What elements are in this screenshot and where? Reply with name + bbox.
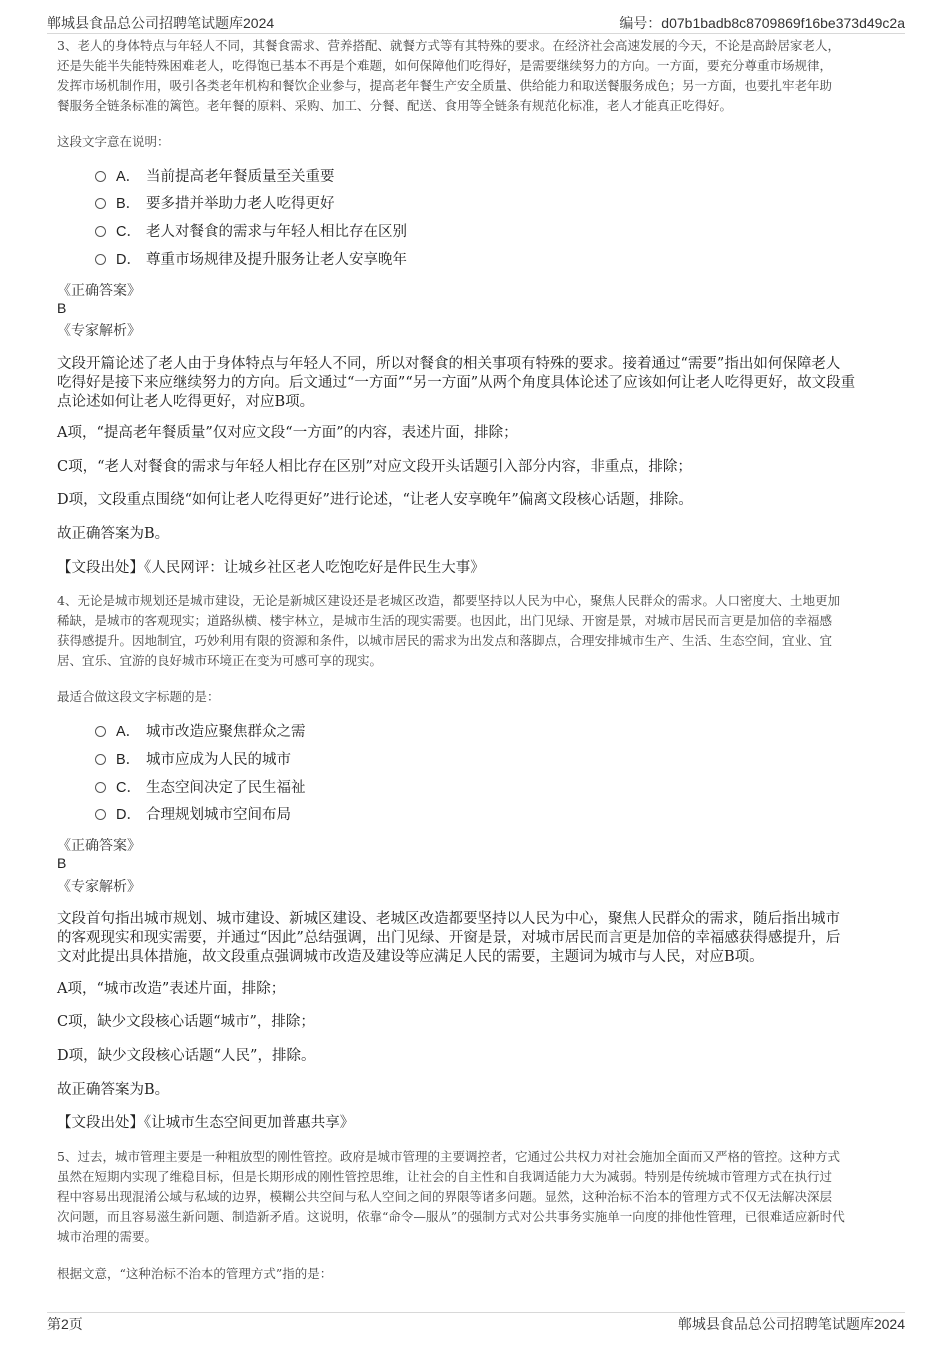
q3-note-c: C项，“老人对餐食的需求与年轻人相比存在区别”对应文段开头话题引入部分内容，非重点，排除； xyxy=(57,459,692,475)
q4-note-a: A项，“城市改造”表述片面，排除； xyxy=(57,981,286,997)
q5-question: 根据文意，“这种治标不治本的管理方式”指的是： xyxy=(57,1266,333,1281)
q4-passage xyxy=(57,591,897,671)
page-footer xyxy=(47,1314,905,1334)
q4-source: 【文段出处】《让城市生态空间更加普惠共享》 xyxy=(57,1115,355,1131)
q4-passage-line: 稀缺，是城市的客观现实；道路纵横、楼宇林立，是城市生活的现实需要。也因此，出门见绿、开窗是景，对城市居民而言更是加倍的幸福感 xyxy=(57,613,833,628)
page-number: 第2页 xyxy=(47,1316,83,1332)
q3-answer: B xyxy=(57,300,67,316)
q4-option-d[interactable]: D． 合理规划城市空间布局 xyxy=(95,804,291,826)
q4-analysis-line: 的客观现实和现实需要，并通过“因此”总结强调，出门见绿、开窗是景，对城市居民而言更是加倍的幸福感获得感提升，后 xyxy=(57,930,841,946)
q4-option-a[interactable]: A． 城市改造应聚焦群众之需 xyxy=(95,721,306,743)
q4-option-c[interactable]: C． 生态空间决定了民生福祉 xyxy=(95,777,306,799)
q3-passage-line: 3、老人的身体特点与年轻人不同，其餐食需求、营养搭配、就餐方式等有其特殊的要求。在经济社会高速发展的今天，不论是高龄居家老人， xyxy=(57,38,840,53)
q4-option-b[interactable]: B． 城市应成为人民的城市 xyxy=(95,749,291,771)
q4-passage-line: 获得感提升。因地制宜，巧妙利用有限的资源和条件，以城市居民的需求为出发点和落脚点，合理安排城市生产、生活、生态空间，宜业、宜 xyxy=(57,633,833,648)
radio-icon[interactable] xyxy=(95,754,106,765)
q3-analysis-line: 点论述如何让老人吃得更好，对应B项。 xyxy=(57,394,315,410)
q4-question: 最适合做这段文字标题的是： xyxy=(57,689,220,704)
radio-icon[interactable] xyxy=(95,726,106,737)
q4-conclusion: 故正确答案为B。 xyxy=(57,1082,170,1098)
q5-passage-line: 虽然在短期内实现了维稳目标，但是长期形成的刚性管控思维，让社会的自主性和自我调适能力大为减弱。特别是传统城市管理方式在执行过 xyxy=(57,1169,833,1184)
footer-divider xyxy=(47,1312,905,1313)
q5-passage-line: 城市治理的需要。 xyxy=(57,1229,158,1244)
q4-passage-line: 居、宜乐、宜游的良好城市环境正在变为可感可享的现实。 xyxy=(57,653,383,668)
q3-option-b[interactable]: B． 要多措并举助力老人吃得更好 xyxy=(95,193,335,215)
q3-option-d[interactable]: D． 尊重市场规律及提升服务让老人安享晚年 xyxy=(95,249,407,271)
q3-analysis xyxy=(57,355,887,412)
q4-analysis-line: 文对此提出具体措施，故文段重点强调城市改造及建设等应满足人民的需要，主题词为城市与人民，对应B项。 xyxy=(57,949,764,965)
q4-analysis xyxy=(57,910,887,967)
radio-icon[interactable] xyxy=(95,226,106,237)
q4-note-c: C项，缺少文段核心话题“城市”，排除； xyxy=(57,1014,315,1030)
q3-note-d: D项，文段重点围绕“如何让老人吃得更好”进行论述，“让老人安享晚年”偏离文段核心话题，排除。 xyxy=(57,492,693,508)
q4-analysis-label: 《专家解析》 xyxy=(57,879,141,895)
q4-answer-label: 《正确答案》 xyxy=(57,838,141,854)
q4-passage-line: 4、无论是城市规划还是城市建设，无论是新城区建设还是老城区改造，都要坚持以人民为中心，聚焦人民群众的需求。人口密度大、土地更加 xyxy=(57,593,840,608)
q4-analysis-line: 文段首句指出城市规划、城市建设、新城区建设、老城区改造都要坚持以人民为中心，聚焦人民群众的需求，随后指出城市 xyxy=(57,911,840,927)
q3-analysis-line: 文段开篇论述了老人由于身体特点与年轻人不同，所以对餐食的相关事项有特殊的要求。接着通过“需要”指出如何保障老人 xyxy=(57,356,841,372)
q5-passage-line: 5、过去，城市管理主要是一种粗放型的刚性管控。政府是城市管理的主要调控者，它通过公共权力对社会施加全面而又严格的管控。这种方式 xyxy=(57,1149,840,1164)
footer-title: 郸城县食品总公司招聘笔试题库2024 xyxy=(677,1316,905,1332)
q3-passage-line: 发挥市场机制作用，吸引各类老年机构和餐饮企业参与，提高老年餐生产安全质量、供给能力和取送餐服务成色；另一方面，也要扎牢老年助 xyxy=(57,78,833,93)
q5-passage-line: 程中容易出现混淆公域与私域的边界，模糊公共空间与私人空间之间的界限等诸多问题。显然，这种治标不治本的管理方式不仅无法解决深层 xyxy=(57,1189,833,1204)
header-serial: 编号：d07b1badb8c8709869f16be373d49c2a xyxy=(619,15,905,31)
q3-source: 【文段出处】《人民网评：让城乡社区老人吃饱吃好是件民生大事》 xyxy=(57,560,485,576)
radio-icon[interactable] xyxy=(95,171,106,182)
q3-analysis-label: 《专家解析》 xyxy=(57,323,141,339)
q3-passage-line: 还是失能半失能特殊困难老人，吃得饱已基本不再是个难题，如何保障他们吃得好，是需要继续努力的方向。一方面，要充分尊重市场规律， xyxy=(57,58,833,73)
radio-icon[interactable] xyxy=(95,782,106,793)
radio-icon[interactable] xyxy=(95,198,106,209)
header-title: 郸城县食品总公司招聘笔试题库2024 xyxy=(47,15,275,31)
q3-analysis-line: 吃得好是接下来应继续努力的方向。后文通过“一方面”“另一方面”从两个角度具体论述了应该如何让老人吃得更好，故文段重 xyxy=(57,375,856,391)
q3-answer-label: 《正确答案》 xyxy=(57,283,141,299)
q3-option-c[interactable]: C． 老人对餐食的需求与年轻人相比存在区别 xyxy=(95,221,407,243)
q5-passage-line: 次问题，而且容易滋生新问题、制造新矛盾。这说明，依靠“命令—服从”的强制方式对公共事务实施单一向度的排他性管理，已很难适应新时代 xyxy=(57,1209,845,1224)
q3-question: 这段文字意在说明： xyxy=(57,134,170,149)
q3-note-a: A项，“提高老年餐质量”仅对应文段“一方面”的内容，表述片面，排除； xyxy=(57,425,518,441)
q3-passage xyxy=(57,36,897,116)
radio-icon[interactable] xyxy=(95,254,106,265)
q3-option-a[interactable]: A． 当前提高老年餐质量至关重要 xyxy=(95,166,335,188)
q3-conclusion: 故正确答案为B。 xyxy=(57,526,170,542)
radio-icon[interactable] xyxy=(95,809,106,820)
q4-answer: B xyxy=(57,855,67,871)
q3-passage-line: 餐服务全链条标准的篱笆。老年餐的原料、采购、加工、分餐、配送、食用等全链条有规范化标准，老人才能真正吃得好。 xyxy=(57,98,733,113)
q5-passage xyxy=(57,1147,897,1247)
q4-note-d: D项，缺少文段核心话题“人民”，排除。 xyxy=(57,1048,316,1064)
